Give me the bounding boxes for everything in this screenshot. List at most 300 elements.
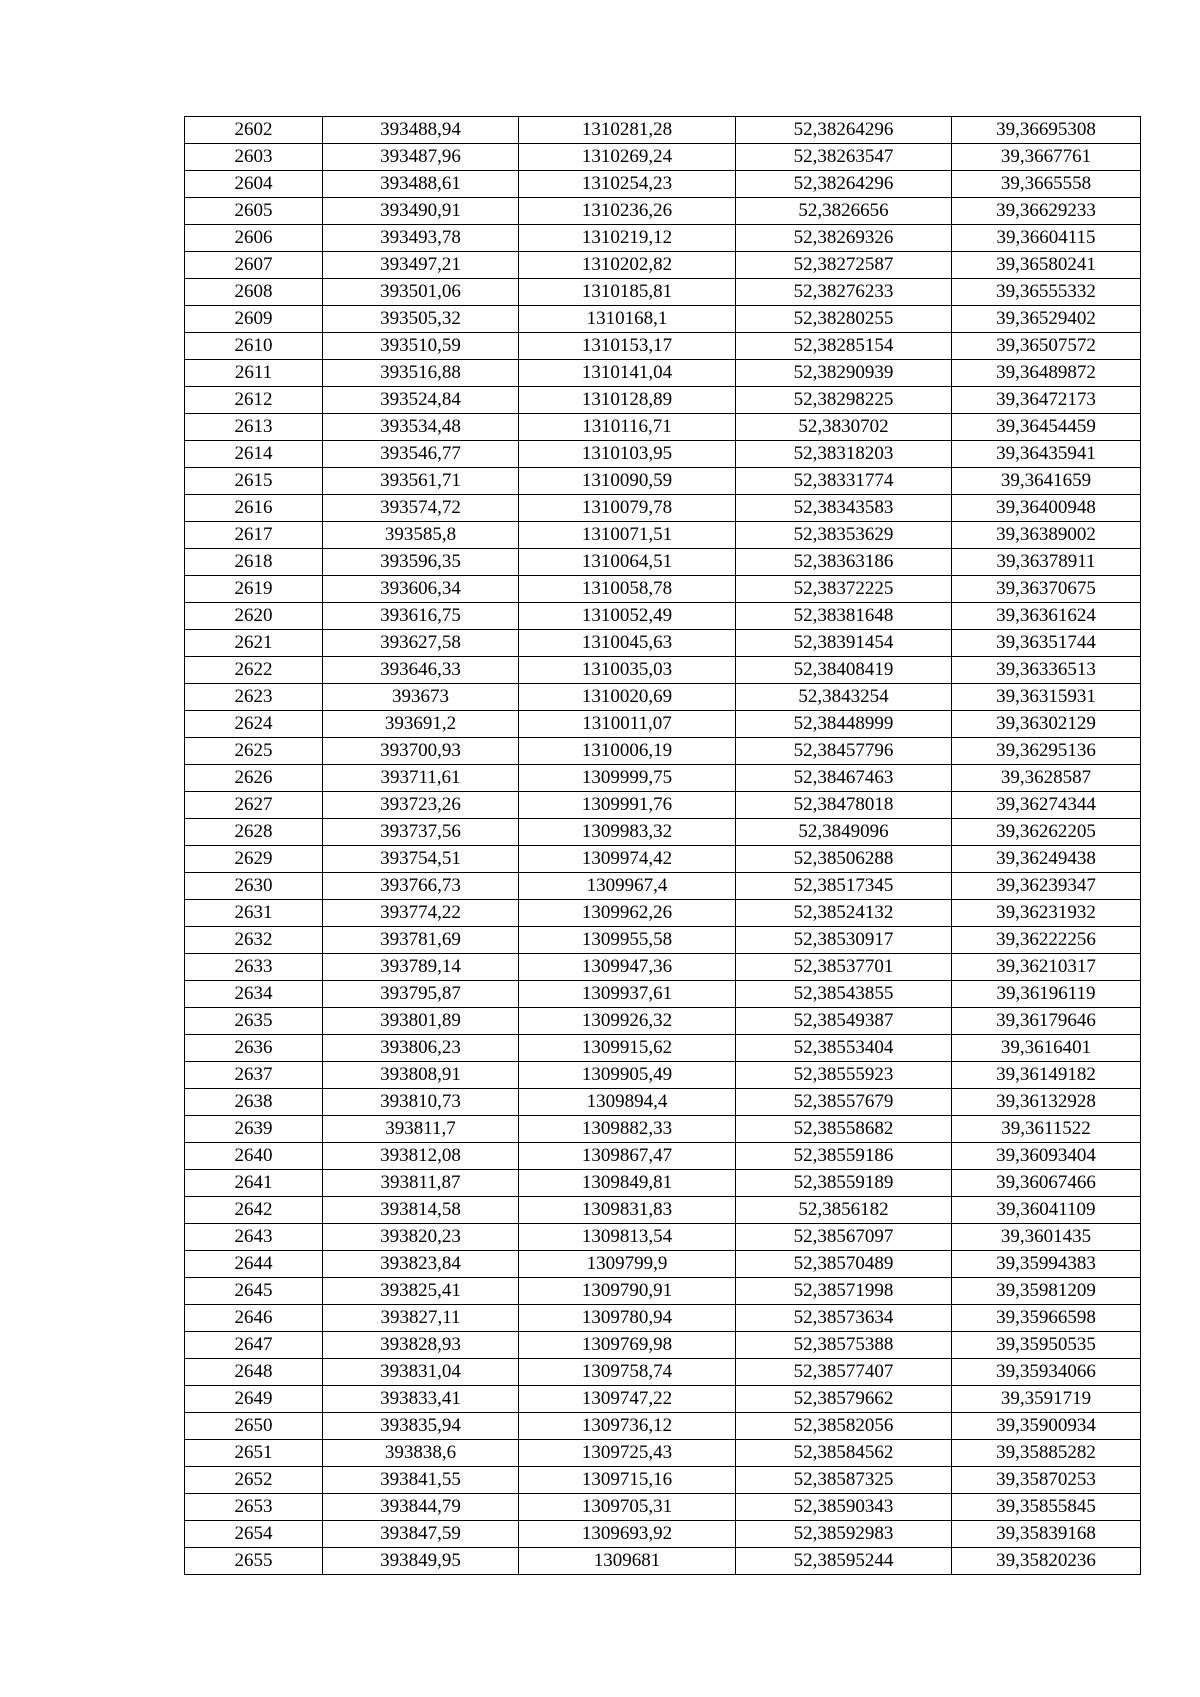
y-coordinate-cell: 1309747,22 (519, 1386, 736, 1413)
point-number-cell: 2644 (185, 1251, 323, 1278)
table-row (185, 684, 1141, 711)
x-coordinate-cell: 393801,89 (323, 1008, 519, 1035)
x-coordinate-cell: 393691,2 (323, 711, 519, 738)
latitude-cell: 52,38372225 (736, 576, 952, 603)
point-number-cell: 2655 (185, 1548, 323, 1575)
table-row (185, 1062, 1141, 1089)
y-coordinate-cell: 1309955,58 (519, 927, 736, 954)
x-coordinate-cell: 393737,56 (323, 819, 519, 846)
table-row (185, 1251, 1141, 1278)
table-row (185, 1224, 1141, 1251)
x-coordinate-cell: 393754,51 (323, 846, 519, 873)
y-coordinate-cell: 1310269,24 (519, 144, 736, 171)
y-coordinate-cell: 1309991,76 (519, 792, 736, 819)
point-number-cell: 2653 (185, 1494, 323, 1521)
point-number-cell: 2641 (185, 1170, 323, 1197)
y-coordinate-cell: 1309894,4 (519, 1089, 736, 1116)
longitude-cell: 39,36274344 (952, 792, 1141, 819)
y-coordinate-cell: 1310020,69 (519, 684, 736, 711)
table-row (185, 1413, 1141, 1440)
table-row (185, 225, 1141, 252)
latitude-cell: 52,38590343 (736, 1494, 952, 1521)
table-row (185, 1359, 1141, 1386)
latitude-cell: 52,38595244 (736, 1548, 952, 1575)
latitude-cell: 52,38577407 (736, 1359, 952, 1386)
x-coordinate-cell: 393811,7 (323, 1116, 519, 1143)
point-number-cell: 2651 (185, 1440, 323, 1467)
point-number-cell: 2623 (185, 684, 323, 711)
table-row (185, 1143, 1141, 1170)
latitude-cell: 52,3826656 (736, 198, 952, 225)
table-row (185, 846, 1141, 873)
x-coordinate-cell: 393501,06 (323, 279, 519, 306)
coordinates-table (184, 116, 1141, 1575)
longitude-cell: 39,36454459 (952, 414, 1141, 441)
latitude-cell: 52,38582056 (736, 1413, 952, 1440)
x-coordinate-cell: 393828,93 (323, 1332, 519, 1359)
longitude-cell: 39,36149182 (952, 1062, 1141, 1089)
point-number-cell: 2627 (185, 792, 323, 819)
longitude-cell: 39,36336513 (952, 657, 1141, 684)
x-coordinate-cell: 393534,48 (323, 414, 519, 441)
table-row (185, 765, 1141, 792)
latitude-cell: 52,38264296 (736, 117, 952, 144)
longitude-cell: 39,3616401 (952, 1035, 1141, 1062)
y-coordinate-cell: 1309790,91 (519, 1278, 736, 1305)
point-number-cell: 2635 (185, 1008, 323, 1035)
longitude-cell: 39,36507572 (952, 333, 1141, 360)
y-coordinate-cell: 1309905,49 (519, 1062, 736, 1089)
longitude-cell: 39,36315931 (952, 684, 1141, 711)
x-coordinate-cell: 393789,14 (323, 954, 519, 981)
x-coordinate-cell: 393781,69 (323, 927, 519, 954)
x-coordinate-cell: 393673 (323, 684, 519, 711)
x-coordinate-cell: 393820,23 (323, 1224, 519, 1251)
point-number-cell: 2640 (185, 1143, 323, 1170)
x-coordinate-cell: 393493,78 (323, 225, 519, 252)
y-coordinate-cell: 1309967,4 (519, 873, 736, 900)
longitude-cell: 39,36489872 (952, 360, 1141, 387)
latitude-cell: 52,38381648 (736, 603, 952, 630)
latitude-cell: 52,38573634 (736, 1305, 952, 1332)
point-number-cell: 2639 (185, 1116, 323, 1143)
table-row (185, 1197, 1141, 1224)
x-coordinate-cell: 393795,87 (323, 981, 519, 1008)
y-coordinate-cell: 1310045,63 (519, 630, 736, 657)
y-coordinate-cell: 1309983,32 (519, 819, 736, 846)
point-number-cell: 2616 (185, 495, 323, 522)
point-number-cell: 2626 (185, 765, 323, 792)
table-row (185, 1089, 1141, 1116)
table-row (185, 576, 1141, 603)
point-number-cell: 2645 (185, 1278, 323, 1305)
y-coordinate-cell: 1310168,1 (519, 306, 736, 333)
point-number-cell: 2622 (185, 657, 323, 684)
point-number-cell: 2637 (185, 1062, 323, 1089)
x-coordinate-cell: 393766,73 (323, 873, 519, 900)
longitude-cell: 39,36604115 (952, 225, 1141, 252)
y-coordinate-cell: 1310116,71 (519, 414, 736, 441)
longitude-cell: 39,35966598 (952, 1305, 1141, 1332)
x-coordinate-cell: 393812,08 (323, 1143, 519, 1170)
x-coordinate-cell: 393574,72 (323, 495, 519, 522)
latitude-cell: 52,38285154 (736, 333, 952, 360)
longitude-cell: 39,36580241 (952, 252, 1141, 279)
latitude-cell: 52,38318203 (736, 441, 952, 468)
table-row (185, 522, 1141, 549)
point-number-cell: 2628 (185, 819, 323, 846)
table-row (185, 711, 1141, 738)
y-coordinate-cell: 1309937,61 (519, 981, 736, 1008)
longitude-cell: 39,36361624 (952, 603, 1141, 630)
y-coordinate-cell: 1309799,9 (519, 1251, 736, 1278)
latitude-cell: 52,3856182 (736, 1197, 952, 1224)
x-coordinate-cell: 393808,91 (323, 1062, 519, 1089)
x-coordinate-cell: 393490,91 (323, 198, 519, 225)
latitude-cell: 52,38584562 (736, 1440, 952, 1467)
latitude-cell: 52,38559186 (736, 1143, 952, 1170)
y-coordinate-cell: 1310071,51 (519, 522, 736, 549)
x-coordinate-cell: 393488,61 (323, 171, 519, 198)
point-number-cell: 2629 (185, 846, 323, 873)
latitude-cell: 52,38575388 (736, 1332, 952, 1359)
table-row (185, 144, 1141, 171)
x-coordinate-cell: 393585,8 (323, 522, 519, 549)
point-number-cell: 2617 (185, 522, 323, 549)
longitude-cell: 39,36400948 (952, 495, 1141, 522)
longitude-cell: 39,3667761 (952, 144, 1141, 171)
latitude-cell: 52,38571998 (736, 1278, 952, 1305)
y-coordinate-cell: 1309736,12 (519, 1413, 736, 1440)
y-coordinate-cell: 1309926,32 (519, 1008, 736, 1035)
latitude-cell: 52,38530917 (736, 927, 952, 954)
y-coordinate-cell: 1310035,03 (519, 657, 736, 684)
x-coordinate-cell: 393835,94 (323, 1413, 519, 1440)
table-row (185, 1035, 1141, 1062)
y-coordinate-cell: 1309725,43 (519, 1440, 736, 1467)
table-row (185, 819, 1141, 846)
x-coordinate-cell: 393627,58 (323, 630, 519, 657)
table-row (185, 306, 1141, 333)
latitude-cell: 52,38478018 (736, 792, 952, 819)
table-row (185, 1332, 1141, 1359)
table-row (185, 333, 1141, 360)
point-number-cell: 2620 (185, 603, 323, 630)
latitude-cell: 52,38567097 (736, 1224, 952, 1251)
longitude-cell: 39,36302129 (952, 711, 1141, 738)
y-coordinate-cell: 1310141,04 (519, 360, 736, 387)
point-number-cell: 2606 (185, 225, 323, 252)
latitude-cell: 52,38557679 (736, 1089, 952, 1116)
table-row (185, 279, 1141, 306)
point-number-cell: 2615 (185, 468, 323, 495)
latitude-cell: 52,38263547 (736, 144, 952, 171)
x-coordinate-cell: 393827,11 (323, 1305, 519, 1332)
table-row (185, 387, 1141, 414)
table-row (185, 1548, 1141, 1575)
point-number-cell: 2603 (185, 144, 323, 171)
x-coordinate-cell: 393723,26 (323, 792, 519, 819)
x-coordinate-cell: 393844,79 (323, 1494, 519, 1521)
point-number-cell: 2607 (185, 252, 323, 279)
y-coordinate-cell: 1309849,81 (519, 1170, 736, 1197)
y-coordinate-cell: 1310254,23 (519, 171, 736, 198)
y-coordinate-cell: 1309999,75 (519, 765, 736, 792)
point-number-cell: 2619 (185, 576, 323, 603)
table-row (185, 1521, 1141, 1548)
y-coordinate-cell: 1310219,12 (519, 225, 736, 252)
latitude-cell: 52,38553404 (736, 1035, 952, 1062)
y-coordinate-cell: 1310011,07 (519, 711, 736, 738)
longitude-cell: 39,36179646 (952, 1008, 1141, 1035)
table-row (185, 657, 1141, 684)
table-row (185, 900, 1141, 927)
point-number-cell: 2630 (185, 873, 323, 900)
point-number-cell: 2618 (185, 549, 323, 576)
table-row (185, 495, 1141, 522)
y-coordinate-cell: 1310185,81 (519, 279, 736, 306)
table-row (185, 981, 1141, 1008)
longitude-cell: 39,35994383 (952, 1251, 1141, 1278)
longitude-cell: 39,35950535 (952, 1332, 1141, 1359)
table-row (185, 1305, 1141, 1332)
x-coordinate-cell: 393841,55 (323, 1467, 519, 1494)
x-coordinate-cell: 393831,04 (323, 1359, 519, 1386)
point-number-cell: 2654 (185, 1521, 323, 1548)
table-row (185, 603, 1141, 630)
longitude-cell: 39,35855845 (952, 1494, 1141, 1521)
table-row (185, 117, 1141, 144)
point-number-cell: 2636 (185, 1035, 323, 1062)
x-coordinate-cell: 393561,71 (323, 468, 519, 495)
latitude-cell: 52,3830702 (736, 414, 952, 441)
x-coordinate-cell: 393546,77 (323, 441, 519, 468)
y-coordinate-cell: 1310006,19 (519, 738, 736, 765)
y-coordinate-cell: 1310064,51 (519, 549, 736, 576)
x-coordinate-cell: 393810,73 (323, 1089, 519, 1116)
longitude-cell: 39,36093404 (952, 1143, 1141, 1170)
latitude-cell: 52,38559189 (736, 1170, 952, 1197)
longitude-cell: 39,3601435 (952, 1224, 1141, 1251)
latitude-cell: 52,38290939 (736, 360, 952, 387)
point-number-cell: 2646 (185, 1305, 323, 1332)
table-row (185, 1440, 1141, 1467)
table-row (185, 738, 1141, 765)
point-number-cell: 2624 (185, 711, 323, 738)
x-coordinate-cell: 393497,21 (323, 252, 519, 279)
table-row (185, 252, 1141, 279)
point-number-cell: 2634 (185, 981, 323, 1008)
longitude-cell: 39,36239347 (952, 873, 1141, 900)
point-number-cell: 2650 (185, 1413, 323, 1440)
latitude-cell: 52,38331774 (736, 468, 952, 495)
point-number-cell: 2602 (185, 117, 323, 144)
y-coordinate-cell: 1309780,94 (519, 1305, 736, 1332)
latitude-cell: 52,38592983 (736, 1521, 952, 1548)
longitude-cell: 39,35981209 (952, 1278, 1141, 1305)
point-number-cell: 2625 (185, 738, 323, 765)
point-number-cell: 2652 (185, 1467, 323, 1494)
longitude-cell: 39,36249438 (952, 846, 1141, 873)
point-number-cell: 2612 (185, 387, 323, 414)
y-coordinate-cell: 1310103,95 (519, 441, 736, 468)
longitude-cell: 39,3591719 (952, 1386, 1141, 1413)
y-coordinate-cell: 1310090,59 (519, 468, 736, 495)
longitude-cell: 39,36378911 (952, 549, 1141, 576)
y-coordinate-cell: 1310058,78 (519, 576, 736, 603)
point-number-cell: 2643 (185, 1224, 323, 1251)
latitude-cell: 52,38587325 (736, 1467, 952, 1494)
x-coordinate-cell: 393711,61 (323, 765, 519, 792)
table-row (185, 792, 1141, 819)
latitude-cell: 52,38343583 (736, 495, 952, 522)
point-number-cell: 2613 (185, 414, 323, 441)
x-coordinate-cell: 393847,59 (323, 1521, 519, 1548)
y-coordinate-cell: 1309681 (519, 1548, 736, 1575)
point-number-cell: 2647 (185, 1332, 323, 1359)
longitude-cell: 39,36231932 (952, 900, 1141, 927)
longitude-cell: 39,36695308 (952, 117, 1141, 144)
longitude-cell: 39,36041109 (952, 1197, 1141, 1224)
point-number-cell: 2642 (185, 1197, 323, 1224)
table-row (185, 1386, 1141, 1413)
x-coordinate-cell: 393811,87 (323, 1170, 519, 1197)
latitude-cell: 52,38555923 (736, 1062, 952, 1089)
latitude-cell: 52,38269326 (736, 225, 952, 252)
longitude-cell: 39,36351744 (952, 630, 1141, 657)
x-coordinate-cell: 393849,95 (323, 1548, 519, 1575)
table-row (185, 441, 1141, 468)
latitude-cell: 52,38353629 (736, 522, 952, 549)
table-row (185, 927, 1141, 954)
y-coordinate-cell: 1310236,26 (519, 198, 736, 225)
point-number-cell: 2632 (185, 927, 323, 954)
longitude-cell: 39,35839168 (952, 1521, 1141, 1548)
longitude-cell: 39,35820236 (952, 1548, 1141, 1575)
point-number-cell: 2605 (185, 198, 323, 225)
point-number-cell: 2611 (185, 360, 323, 387)
longitude-cell: 39,3665558 (952, 171, 1141, 198)
longitude-cell: 39,36222256 (952, 927, 1141, 954)
longitude-cell: 39,36370675 (952, 576, 1141, 603)
latitude-cell: 52,38457796 (736, 738, 952, 765)
longitude-cell: 39,36435941 (952, 441, 1141, 468)
longitude-cell: 39,36555332 (952, 279, 1141, 306)
x-coordinate-cell: 393524,84 (323, 387, 519, 414)
x-coordinate-cell: 393616,75 (323, 603, 519, 630)
x-coordinate-cell: 393606,34 (323, 576, 519, 603)
x-coordinate-cell: 393825,41 (323, 1278, 519, 1305)
x-coordinate-cell: 393806,23 (323, 1035, 519, 1062)
table-row (185, 1116, 1141, 1143)
table-row (185, 1494, 1141, 1521)
longitude-cell: 39,35934066 (952, 1359, 1141, 1386)
y-coordinate-cell: 1310128,89 (519, 387, 736, 414)
x-coordinate-cell: 393833,41 (323, 1386, 519, 1413)
longitude-cell: 39,3628587 (952, 765, 1141, 792)
point-number-cell: 2648 (185, 1359, 323, 1386)
longitude-cell: 39,3641659 (952, 468, 1141, 495)
table-row (185, 1278, 1141, 1305)
y-coordinate-cell: 1309974,42 (519, 846, 736, 873)
longitude-cell: 39,36262205 (952, 819, 1141, 846)
point-number-cell: 2621 (185, 630, 323, 657)
point-number-cell: 2614 (185, 441, 323, 468)
longitude-cell: 39,36295136 (952, 738, 1141, 765)
latitude-cell: 52,38517345 (736, 873, 952, 900)
latitude-cell: 52,38558682 (736, 1116, 952, 1143)
y-coordinate-cell: 1309962,26 (519, 900, 736, 927)
point-number-cell: 2649 (185, 1386, 323, 1413)
y-coordinate-cell: 1309915,62 (519, 1035, 736, 1062)
longitude-cell: 39,36629233 (952, 198, 1141, 225)
latitude-cell: 52,38448999 (736, 711, 952, 738)
latitude-cell: 52,38549387 (736, 1008, 952, 1035)
table-row (185, 360, 1141, 387)
longitude-cell: 39,36210317 (952, 954, 1141, 981)
y-coordinate-cell: 1309882,33 (519, 1116, 736, 1143)
table-row (185, 414, 1141, 441)
table-row (185, 171, 1141, 198)
x-coordinate-cell: 393646,33 (323, 657, 519, 684)
latitude-cell: 52,38363186 (736, 549, 952, 576)
longitude-cell: 39,3611522 (952, 1116, 1141, 1143)
x-coordinate-cell: 393487,96 (323, 144, 519, 171)
x-coordinate-cell: 393488,94 (323, 117, 519, 144)
latitude-cell: 52,38408419 (736, 657, 952, 684)
table-row (185, 630, 1141, 657)
latitude-cell: 52,38506288 (736, 846, 952, 873)
longitude-cell: 39,35870253 (952, 1467, 1141, 1494)
x-coordinate-cell: 393838,6 (323, 1440, 519, 1467)
longitude-cell: 39,36196119 (952, 981, 1141, 1008)
latitude-cell: 52,38276233 (736, 279, 952, 306)
longitude-cell: 39,36389002 (952, 522, 1141, 549)
longitude-cell: 39,35885282 (952, 1440, 1141, 1467)
x-coordinate-cell: 393814,58 (323, 1197, 519, 1224)
latitude-cell: 52,38579662 (736, 1386, 952, 1413)
latitude-cell: 52,38467463 (736, 765, 952, 792)
y-coordinate-cell: 1309769,98 (519, 1332, 736, 1359)
y-coordinate-cell: 1310202,82 (519, 252, 736, 279)
x-coordinate-cell: 393774,22 (323, 900, 519, 927)
table-row (185, 468, 1141, 495)
x-coordinate-cell: 393596,35 (323, 549, 519, 576)
longitude-cell: 39,36529402 (952, 306, 1141, 333)
y-coordinate-cell: 1309813,54 (519, 1224, 736, 1251)
latitude-cell: 52,38391454 (736, 630, 952, 657)
y-coordinate-cell: 1309705,31 (519, 1494, 736, 1521)
y-coordinate-cell: 1310153,17 (519, 333, 736, 360)
y-coordinate-cell: 1309693,92 (519, 1521, 736, 1548)
y-coordinate-cell: 1309758,74 (519, 1359, 736, 1386)
x-coordinate-cell: 393700,93 (323, 738, 519, 765)
table-row (185, 198, 1141, 225)
longitude-cell: 39,36067466 (952, 1170, 1141, 1197)
latitude-cell: 52,38280255 (736, 306, 952, 333)
latitude-cell: 52,38524132 (736, 900, 952, 927)
latitude-cell: 52,38537701 (736, 954, 952, 981)
x-coordinate-cell: 393505,32 (323, 306, 519, 333)
latitude-cell: 52,38264296 (736, 171, 952, 198)
table-row (185, 1008, 1141, 1035)
x-coordinate-cell: 393516,88 (323, 360, 519, 387)
x-coordinate-cell: 393510,59 (323, 333, 519, 360)
latitude-cell: 52,3849096 (736, 819, 952, 846)
point-number-cell: 2608 (185, 279, 323, 306)
longitude-cell: 39,35900934 (952, 1413, 1141, 1440)
latitude-cell: 52,38570489 (736, 1251, 952, 1278)
